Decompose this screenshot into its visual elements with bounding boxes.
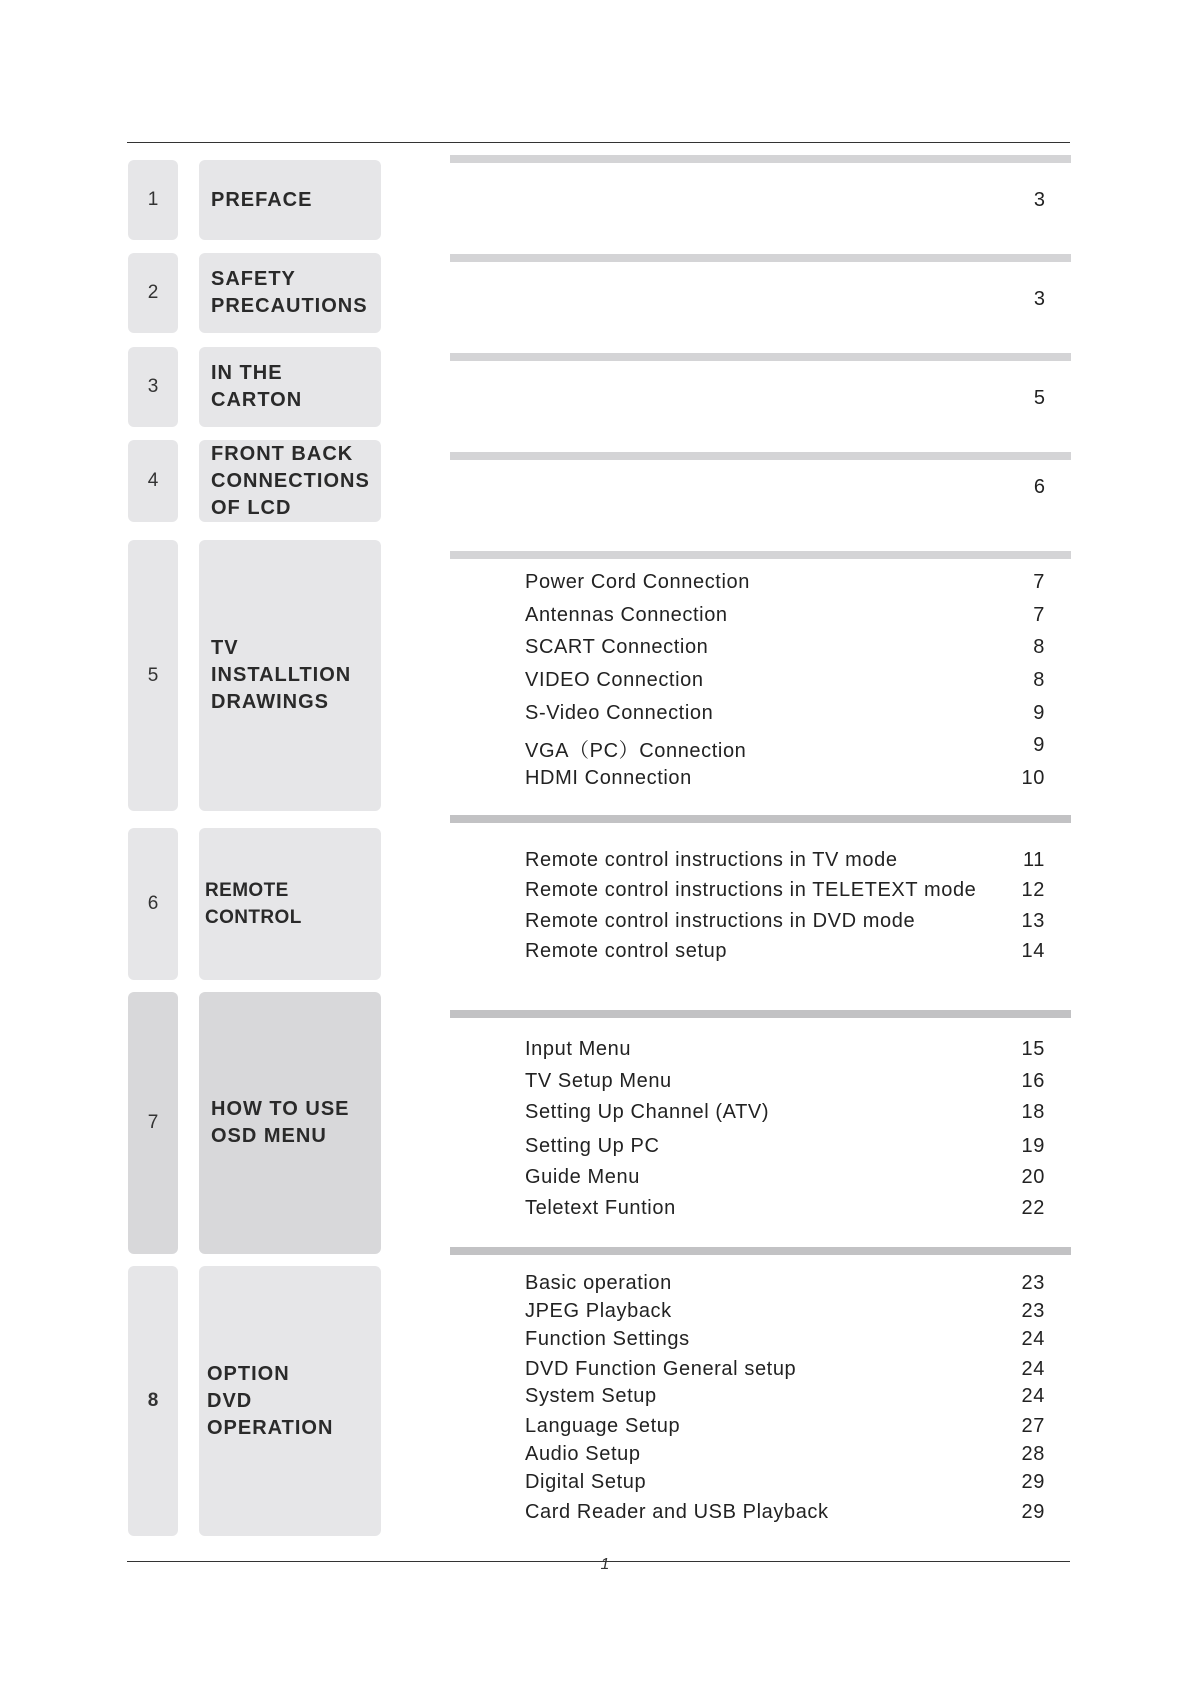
toc-entry[interactable] (525, 1135, 1045, 1163)
toc-entry-page: 13 (1021, 910, 1045, 932)
toc-entry-page: 28 (1021, 1443, 1045, 1465)
toc-entry-page: 9 (1033, 734, 1045, 756)
toc-entry-label: Remote control setup (525, 940, 728, 962)
section-title[interactable]: IN THE CARTON (199, 347, 381, 427)
section-title[interactable]: TV INSTALLTION DRAWINGS (199, 540, 381, 811)
toc-entry-label: Input Menu (525, 1038, 632, 1060)
toc-entry-page: 8 (1033, 636, 1045, 658)
toc-entry-label: Guide Menu (525, 1166, 640, 1188)
toc-entry[interactable] (525, 669, 1045, 697)
toc-entry-page: 14 (1021, 940, 1045, 962)
section-bar (450, 254, 1071, 262)
section-title[interactable]: FRONT BACK CONNECTIONS OF LCD (199, 440, 381, 522)
toc-entry-label: Digital Setup (525, 1471, 647, 1493)
section-number: 6 (128, 828, 178, 980)
toc-entry-page: 29 (1021, 1471, 1045, 1493)
section-number: 1 (128, 160, 178, 240)
toc-entry[interactable] (525, 1501, 1045, 1529)
toc-entry-label: HDMI Connection (525, 767, 692, 789)
toc-entry-page: 24 (1021, 1328, 1045, 1350)
toc-entry-label: Power Cord Connection (525, 571, 750, 593)
section-number: 7 (128, 992, 178, 1254)
section-bar (450, 1010, 1071, 1018)
toc-entry-label: Function Settings (525, 1328, 690, 1350)
section-title[interactable]: OPTION DVD OPERATION (199, 1266, 381, 1536)
toc-entry-label: SCART Connection (525, 636, 709, 658)
toc-entry[interactable] (525, 1415, 1045, 1443)
toc-entry-label: Audio Setup (525, 1443, 641, 1465)
toc-entry[interactable] (525, 734, 1045, 762)
toc-entry-label: Card Reader and USB Playback (525, 1501, 829, 1523)
section-title[interactable]: REMOTE CONTROL (199, 828, 381, 980)
toc-entry-page: 11 (1023, 849, 1045, 871)
toc-entry-label: Setting Up PC (525, 1135, 660, 1157)
toc-entry-page: 9 (1033, 702, 1045, 724)
toc-entry-page: 24 (1021, 1385, 1045, 1407)
toc-entry-page: 15 (1021, 1038, 1045, 1060)
toc-entry[interactable] (525, 604, 1045, 632)
section-bar (450, 353, 1071, 361)
section-number: 2 (128, 253, 178, 333)
section-number: 8 (128, 1266, 178, 1536)
toc-entry-page: 27 (1021, 1415, 1045, 1437)
toc-entry-page: 23 (1021, 1300, 1045, 1322)
toc-entry-label: JPEG Playback (525, 1300, 672, 1322)
toc-entry[interactable] (525, 1328, 1045, 1356)
section-page-number[interactable]: 6 (1033, 476, 1045, 498)
toc-entry-page: 7 (1033, 571, 1045, 593)
toc-entry-label: Remote control instructions in TELETEXT mode (525, 879, 977, 901)
toc-entry[interactable] (525, 1070, 1045, 1098)
toc-entry-page: 10 (1021, 767, 1045, 789)
top-rule (127, 142, 1070, 143)
toc-entry-page: 18 (1021, 1101, 1045, 1123)
section-page-number[interactable]: 5 (1033, 387, 1045, 409)
toc-entry[interactable] (525, 1272, 1045, 1300)
section-title[interactable]: HOW TO USE OSD MENU (199, 992, 381, 1254)
toc-entry[interactable] (525, 849, 1045, 877)
toc-entry-page: 20 (1021, 1166, 1045, 1188)
section-page-number[interactable]: 3 (1033, 189, 1045, 211)
toc-entry[interactable] (525, 767, 1045, 795)
section-number: 3 (128, 347, 178, 427)
section-title[interactable]: PREFACE (199, 160, 381, 240)
section-title[interactable]: SAFETY PRECAUTIONS (199, 253, 381, 333)
section-bar (450, 155, 1071, 163)
section-number: 4 (128, 440, 178, 522)
toc-entry-label: Basic operation (525, 1272, 672, 1294)
toc-entry-page: 12 (1021, 879, 1045, 901)
toc-entry[interactable] (525, 940, 1045, 968)
toc-entry-label: Remote control instructions in DVD mode (525, 910, 916, 932)
toc-entry[interactable] (525, 571, 1045, 599)
toc-entry-label: TV Setup Menu (525, 1070, 672, 1092)
toc-entry-label: DVD Function General setup (525, 1358, 797, 1380)
toc-entry[interactable] (525, 1101, 1045, 1129)
toc-entry-label: Language Setup (525, 1415, 681, 1437)
toc-entry[interactable] (525, 879, 1045, 907)
toc-entry-page: 19 (1021, 1135, 1045, 1157)
toc-entry[interactable] (525, 1385, 1045, 1413)
toc-entry[interactable] (525, 910, 1045, 938)
toc-entry[interactable] (525, 1358, 1045, 1386)
toc-entry-label: Remote control instructions in TV mode (525, 849, 898, 871)
toc-entry[interactable] (525, 1471, 1045, 1499)
page-number: 1 (600, 1556, 610, 1573)
section-bar (450, 452, 1071, 460)
toc-entry-page: 23 (1021, 1272, 1045, 1294)
toc-entry[interactable] (525, 1038, 1045, 1066)
section-number: 5 (128, 540, 178, 811)
toc-entry[interactable] (525, 1300, 1045, 1328)
toc-entry-page: 8 (1033, 669, 1045, 691)
toc-entry-page: 16 (1021, 1070, 1045, 1092)
toc-entry[interactable] (525, 1166, 1045, 1194)
section-bar (450, 551, 1071, 559)
toc-entry[interactable] (525, 636, 1045, 664)
section-page-number[interactable]: 3 (1033, 288, 1045, 310)
section-bar (450, 1247, 1071, 1255)
toc-entry-label: VIDEO Connection (525, 669, 704, 691)
toc-entry-label: VGA（PC）Connection (525, 740, 747, 762)
toc-entry[interactable] (525, 1197, 1045, 1225)
toc-entry-page: 7 (1033, 604, 1045, 626)
toc-entry-page: 29 (1021, 1501, 1045, 1523)
toc-entry[interactable] (525, 1443, 1045, 1471)
toc-entry-label: Antennas Connection (525, 604, 728, 626)
toc-entry-label: System Setup (525, 1385, 657, 1407)
section-bar (450, 815, 1071, 823)
toc-entry[interactable] (525, 702, 1045, 730)
toc-entry-label: Setting Up Channel (ATV) (525, 1101, 770, 1123)
toc-entry-label: Teletext Funtion (525, 1197, 676, 1219)
toc-entry-page: 22 (1021, 1197, 1045, 1219)
toc-entry-label: S-Video Connection (525, 702, 714, 724)
toc-entry-page: 24 (1021, 1358, 1045, 1380)
